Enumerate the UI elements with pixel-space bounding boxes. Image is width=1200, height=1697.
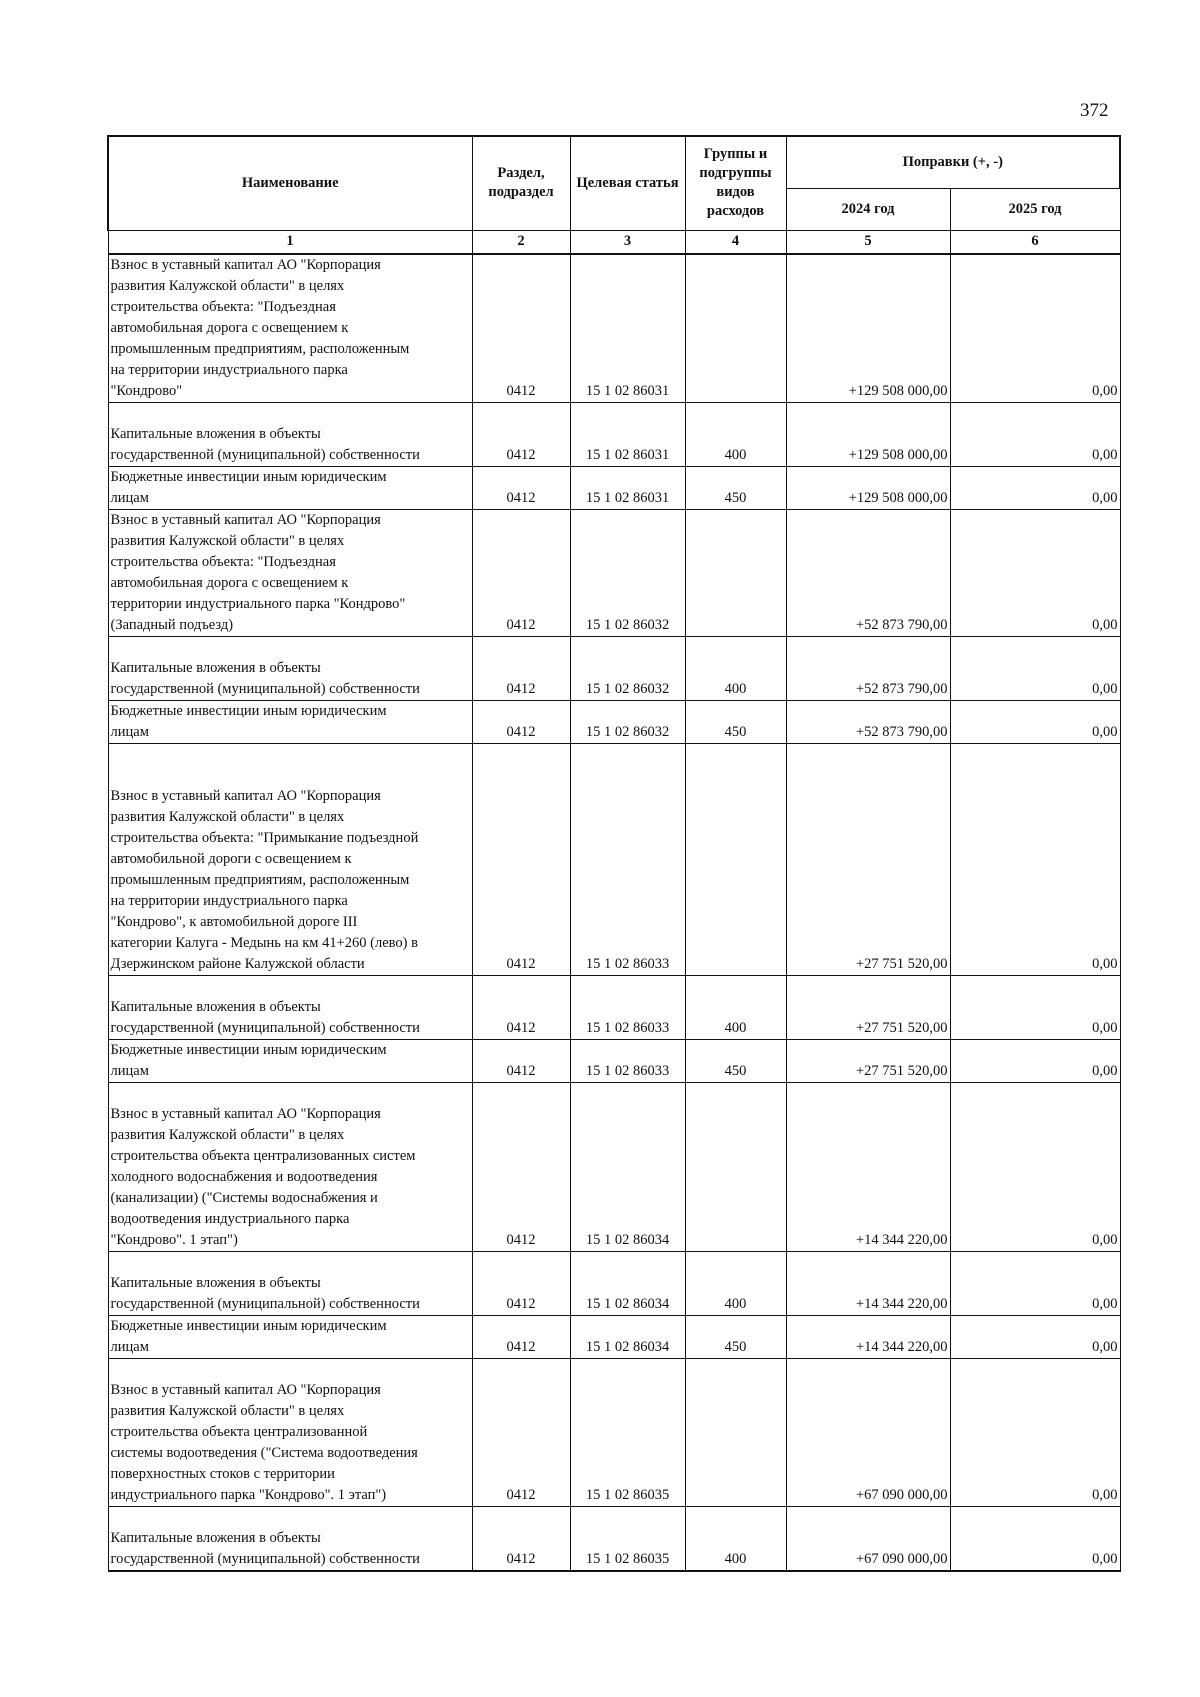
table-row <box>108 743 1120 975</box>
cell-section: 0412 <box>472 700 570 743</box>
cell-2025: 0,00 <box>950 1251 1120 1315</box>
table-row <box>108 975 1120 1039</box>
cell-2024: +14 344 220,00 <box>786 1315 950 1358</box>
table-header <box>108 136 1120 254</box>
cell-group <box>685 254 786 403</box>
table-row <box>108 700 1120 743</box>
cell-2025: 0,00 <box>950 402 1120 466</box>
cell-target: 15 1 02 86034 <box>570 1082 685 1251</box>
cell-target: 15 1 02 86035 <box>570 1506 685 1571</box>
cell-target: 15 1 02 86032 <box>570 700 685 743</box>
table-row <box>108 1082 1120 1251</box>
cell-group: 400 <box>685 975 786 1039</box>
cell-section: 0412 <box>472 1251 570 1315</box>
cell-name: Капитальные вложения в объекты государственной (муниципальной) собственности <box>108 636 472 700</box>
cell-target: 15 1 02 86031 <box>570 402 685 466</box>
cell-section: 0412 <box>472 975 570 1039</box>
table-row <box>108 636 1120 700</box>
cell-2024: +129 508 000,00 <box>786 402 950 466</box>
cell-2024: +129 508 000,00 <box>786 254 950 403</box>
cell-name: Взнос в уставный капитал АО "Корпорация развития Калужской области" в целях строительства объекта централизованной системы водоотведения ("Система водоотведения поверхностных стоков с территории индустриального парка "Кондрово". 1 этап") <box>108 1358 472 1506</box>
column-number: 3 <box>570 230 685 254</box>
table-row <box>108 402 1120 466</box>
table-row <box>108 509 1120 636</box>
column-number: 1 <box>108 230 472 254</box>
cell-group: 400 <box>685 1506 786 1571</box>
cell-group <box>685 743 786 975</box>
cell-2024: +27 751 520,00 <box>786 975 950 1039</box>
column-number: 5 <box>786 230 950 254</box>
cell-2025: 0,00 <box>950 636 1120 700</box>
cell-group <box>685 509 786 636</box>
cell-name: Бюджетные инвестиции иным юридическим лицам <box>108 1315 472 1358</box>
cell-target: 15 1 02 86035 <box>570 1358 685 1506</box>
table-row <box>108 1506 1120 1571</box>
header-amendments: Поправки (+, -) <box>786 136 1120 188</box>
cell-group: 450 <box>685 466 786 509</box>
table-body <box>108 254 1120 1571</box>
cell-section: 0412 <box>472 636 570 700</box>
cell-section: 0412 <box>472 1082 570 1251</box>
cell-name: Капитальные вложения в объекты государственной (муниципальной) собственности <box>108 975 472 1039</box>
cell-section: 0412 <box>472 1039 570 1082</box>
cell-2024: +129 508 000,00 <box>786 466 950 509</box>
cell-name: Взнос в уставный капитал АО "Корпорация развития Калужской области" в целях строительства объекта: "Подъездная автомобильная дорога с освещением к территории индустриального парка "Кондрово" (Западный подъезд) <box>108 509 472 636</box>
cell-name: Взнос в уставный капитал АО "Корпорация развития Калужской области" в целях строительства объекта: "Подъездная автомобильная дорога с освещением к промышленным предприятиям, расположенным на территории индустриального парка "Кондрово" <box>108 254 472 403</box>
cell-group: 400 <box>685 402 786 466</box>
cell-2024: +67 090 000,00 <box>786 1506 950 1571</box>
cell-section: 0412 <box>472 509 570 636</box>
cell-2024: +52 873 790,00 <box>786 509 950 636</box>
cell-2024: +14 344 220,00 <box>786 1251 950 1315</box>
header-2025: 2025 год <box>950 188 1120 230</box>
cell-target: 15 1 02 86031 <box>570 254 685 403</box>
cell-2025: 0,00 <box>950 1082 1120 1251</box>
cell-name: Капитальные вложения в объекты государственной (муниципальной) собственности <box>108 1506 472 1571</box>
cell-section: 0412 <box>472 1315 570 1358</box>
cell-name: Капитальные вложения в объекты государственной (муниципальной) собственности <box>108 1251 472 1315</box>
amendments-table <box>107 135 1121 1572</box>
cell-2025: 0,00 <box>950 509 1120 636</box>
cell-group: 400 <box>685 1251 786 1315</box>
cell-section: 0412 <box>472 466 570 509</box>
cell-target: 15 1 02 86033 <box>570 743 685 975</box>
table-row <box>108 1251 1120 1315</box>
cell-group: 450 <box>685 1315 786 1358</box>
header-name: Наименование <box>108 136 472 230</box>
header-section: Раздел, подраздел <box>472 136 570 230</box>
cell-2025: 0,00 <box>950 975 1120 1039</box>
cell-group: 450 <box>685 700 786 743</box>
cell-2025: 0,00 <box>950 1506 1120 1571</box>
cell-name: Взнос в уставный капитал АО "Корпорация развития Калужской области" в целях строительства объекта: "Примыкание подъездной автомобильной дороги с освещением к промышленным предприятиям, расположенным на территории индустриального парка "Кондрово", к автомобильной дороге III категории Калуга - Медынь на км 41+260 (лево) в Дзержинском районе Калужской области <box>108 743 472 975</box>
cell-2025: 0,00 <box>950 1358 1120 1506</box>
cell-2025: 0,00 <box>950 743 1120 975</box>
cell-2024: +52 873 790,00 <box>786 700 950 743</box>
column-number: 6 <box>950 230 1120 254</box>
cell-2025: 0,00 <box>950 1315 1120 1358</box>
cell-name: Взнос в уставный капитал АО "Корпорация развития Калужской области" в целях строительства объекта централизованных систем холодного водоснабжения и водоотведения (канализации) ("Системы водоснабжения и водоотведения индустриального парка "Кондрово". 1 этап") <box>108 1082 472 1251</box>
table-row <box>108 254 1120 403</box>
cell-2024: +52 873 790,00 <box>786 636 950 700</box>
cell-2025: 0,00 <box>950 1039 1120 1082</box>
cell-2024: +67 090 000,00 <box>786 1358 950 1506</box>
cell-2025: 0,00 <box>950 254 1120 403</box>
cell-group <box>685 1358 786 1506</box>
table-row <box>108 466 1120 509</box>
header-groups: Группы и подгруппы видов расходов <box>685 136 786 230</box>
cell-target: 15 1 02 86033 <box>570 1039 685 1082</box>
cell-2024: +27 751 520,00 <box>786 1039 950 1082</box>
table-row <box>108 1315 1120 1358</box>
cell-group: 400 <box>685 636 786 700</box>
cell-section: 0412 <box>472 254 570 403</box>
cell-section: 0412 <box>472 1358 570 1506</box>
cell-2025: 0,00 <box>950 466 1120 509</box>
cell-target: 15 1 02 86032 <box>570 636 685 700</box>
column-number: 2 <box>472 230 570 254</box>
cell-2025: 0,00 <box>950 700 1120 743</box>
cell-section: 0412 <box>472 402 570 466</box>
cell-2024: +14 344 220,00 <box>786 1082 950 1251</box>
cell-2024: +27 751 520,00 <box>786 743 950 975</box>
cell-section: 0412 <box>472 1506 570 1571</box>
cell-name: Бюджетные инвестиции иным юридическим лицам <box>108 466 472 509</box>
table-row <box>108 1358 1120 1506</box>
column-number: 4 <box>685 230 786 254</box>
cell-target: 15 1 02 86032 <box>570 509 685 636</box>
cell-name: Бюджетные инвестиции иным юридическим лицам <box>108 1039 472 1082</box>
header-2024: 2024 год <box>786 188 950 230</box>
header-target: Целевая статья <box>570 136 685 230</box>
cell-group: 450 <box>685 1039 786 1082</box>
cell-target: 15 1 02 86034 <box>570 1315 685 1358</box>
table-row <box>108 1039 1120 1082</box>
cell-target: 15 1 02 86033 <box>570 975 685 1039</box>
cell-group <box>685 1082 786 1251</box>
page-number: 372 <box>1080 100 1109 121</box>
cell-target: 15 1 02 86034 <box>570 1251 685 1315</box>
cell-name: Бюджетные инвестиции иным юридическим лицам <box>108 700 472 743</box>
cell-target: 15 1 02 86031 <box>570 466 685 509</box>
cell-name: Капитальные вложения в объекты государственной (муниципальной) собственности <box>108 402 472 466</box>
cell-section: 0412 <box>472 743 570 975</box>
